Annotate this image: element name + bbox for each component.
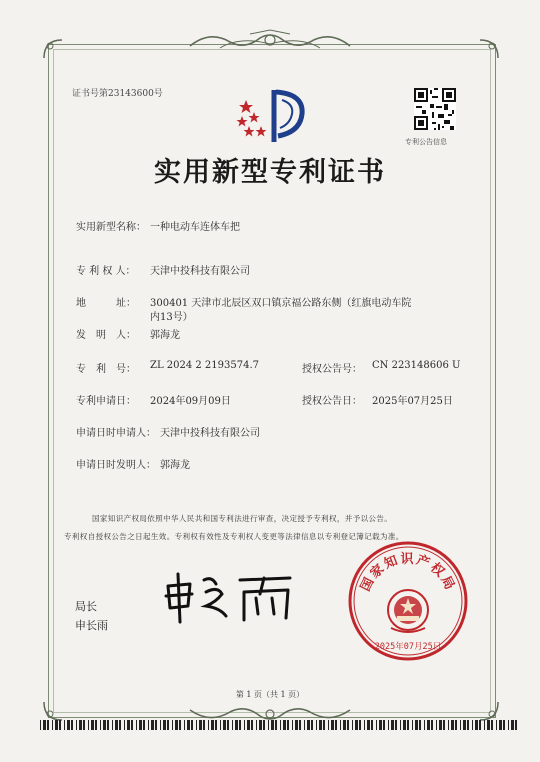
cnipa-logo-icon — [232, 86, 314, 144]
svg-text:国家知识产权局 — [357, 551, 457, 594]
grant-announcement-no-label: 授权公告号： — [302, 364, 362, 375]
inventor-label: 发 明 人： — [76, 330, 136, 341]
director-name: 申长雨 — [75, 619, 108, 632]
qr-code-icon — [414, 88, 456, 130]
address-value-line1: 300401 天津市北辰区双口镇京福公路东侧（红旗电动车院 — [150, 298, 412, 309]
inventor-value: 郭海龙 — [150, 330, 180, 341]
director-signature — [160, 566, 300, 626]
inventor-on-filing-label: 申请日时发明人： — [76, 460, 156, 471]
filing-date-label: 专利申请日： — [76, 396, 136, 407]
director-title: 局长 — [75, 600, 97, 613]
patent-number-value: ZL 2024 2 2193574.7 — [150, 360, 260, 371]
inventor-on-filing-value: 郭海龙 — [160, 460, 190, 471]
page-number: 第 1 页（共 1 页） — [235, 690, 305, 699]
barcode-strip — [40, 720, 520, 730]
grant-announcement-no-value: CN 223148606 U — [372, 360, 461, 371]
notice-line-1: 国家知识产权局依照中华人民共和国专利法进行审查，决定授予专利权，并予以公告。 — [92, 514, 393, 523]
corner-ornament-top-right — [478, 38, 500, 60]
address-value-line2: 内13号） — [150, 312, 193, 323]
certificate-title: 实用新型专利证书 — [154, 157, 386, 188]
applicant-on-filing-value: 天津中投科技有限公司 — [160, 428, 260, 439]
patentee-label: 专 利 权 人： — [76, 266, 136, 277]
applicant-on-filing-label: 申请日时申请人： — [76, 428, 156, 439]
national-emblem-icon — [388, 590, 428, 632]
patentee-value: 天津中投科技有限公司 — [150, 266, 250, 277]
filing-date-value: 2024年09月09日 — [150, 396, 231, 407]
certificate-number: 证书号第23143600号 — [72, 89, 163, 99]
corner-ornament-bottom-right — [478, 700, 500, 722]
patent-number-label: 专 利 号： — [76, 364, 136, 375]
corner-ornament-top-left — [42, 38, 64, 60]
corner-ornament-bottom-left — [42, 700, 64, 722]
seal-text: 国家知识产权局 — [358, 552, 458, 594]
notice-line-2: 专利权自授权公告之日起生效。专利权有效性及专利权人变更等法律信息以专利登记簿记载为准。 — [64, 532, 404, 541]
utility-name-value: 一种电动车连体车把 — [150, 222, 240, 233]
top-ornament — [180, 28, 360, 56]
grant-announcement-date-value: 2025年07月25日 — [372, 396, 453, 407]
address-label: 地 址： — [76, 298, 136, 309]
seal-date: 2025年07月25日 — [374, 642, 442, 652]
grant-announcement-date-label: 授权公告日： — [302, 396, 362, 407]
utility-name-label: 实用新型名称： — [76, 222, 146, 233]
qr-caption: 专利公告信息 — [405, 138, 447, 146]
